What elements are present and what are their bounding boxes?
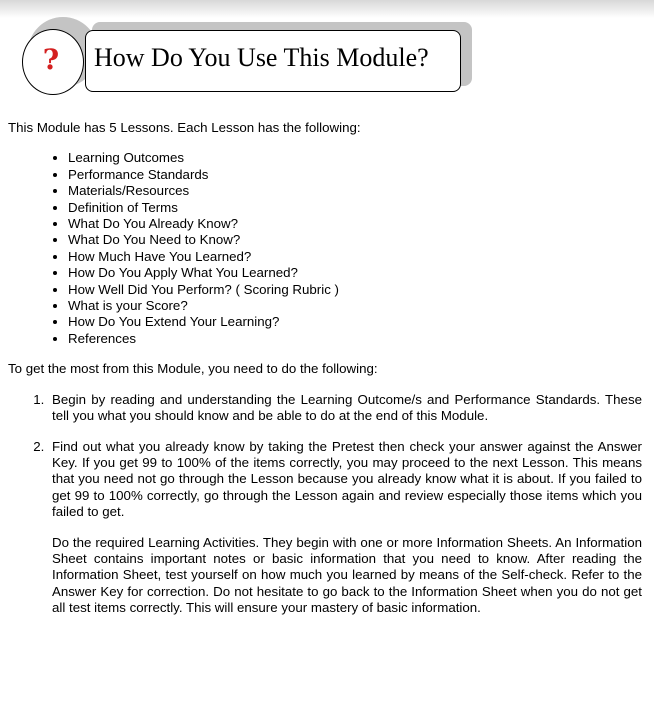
question-mark-icon: ? — [42, 43, 60, 76]
list-item: • References — [68, 331, 642, 347]
list-item: • Learning Outcomes — [68, 150, 642, 166]
step-extra-text: Do the required Learning Activities. They begin with one or more Information Sheets. An Information Sheet contains important notes or basic information that you need to know. After reading the Information Sheet, test yourself on how much you learned by means of the Self-check. Refer to the Answer Key for correction. Do not hesitate to go back to the Information Sheet when you do not get all test items correctly. This will ensure your mastery of basic information. — [52, 534, 642, 616]
step-item — [48, 392, 642, 425]
list-item: • Definition of Terms — [68, 200, 642, 216]
list-item: • What Do You Already Know? — [68, 216, 642, 232]
page-top-shade — [0, 0, 654, 18]
lesson-parts-list — [8, 150, 642, 347]
list-item: • How Much Have You Learned? — [68, 249, 642, 265]
steps-intro: To get the most from this Module, you need to do the following: — [8, 361, 378, 377]
intro-text: This Module has 5 Lessons. Each Lesson has the following: — [8, 120, 361, 135]
list-item: • Performance Standards — [68, 167, 642, 183]
step-item — [48, 439, 642, 617]
step-text: Begin by reading and understanding the Learning Outcome/s and Performance Standards. These tell you what you should know and be able to do at the end of this Module. — [52, 391, 642, 424]
list-item: • How Well Did You Perform? ( Scoring Rubric ) — [68, 282, 642, 298]
list-item: • How Do You Apply What You Learned? — [68, 265, 642, 281]
page-title: How Do You Use This Module? — [94, 43, 429, 72]
list-item: • What is your Score? — [68, 298, 642, 314]
steps-list — [8, 392, 642, 617]
list-item: • What Do You Need to Know? — [68, 232, 642, 248]
list-item: • How Do You Extend Your Learning? — [68, 314, 642, 330]
list-item: • Materials/Resources — [68, 183, 642, 199]
document-body — [8, 120, 642, 631]
step-text: Find out what you already know by taking the Pretest then check your answer against the Answer Key. If you get 99 to 100% of the items correctly, you may proceed to the next Lesson. This means that you need not go through the Lesson because you already know what it is about. If you failed to get 99 to 100% correctly, go through the Lesson again and review especially those items which you failed to get. — [52, 438, 642, 520]
